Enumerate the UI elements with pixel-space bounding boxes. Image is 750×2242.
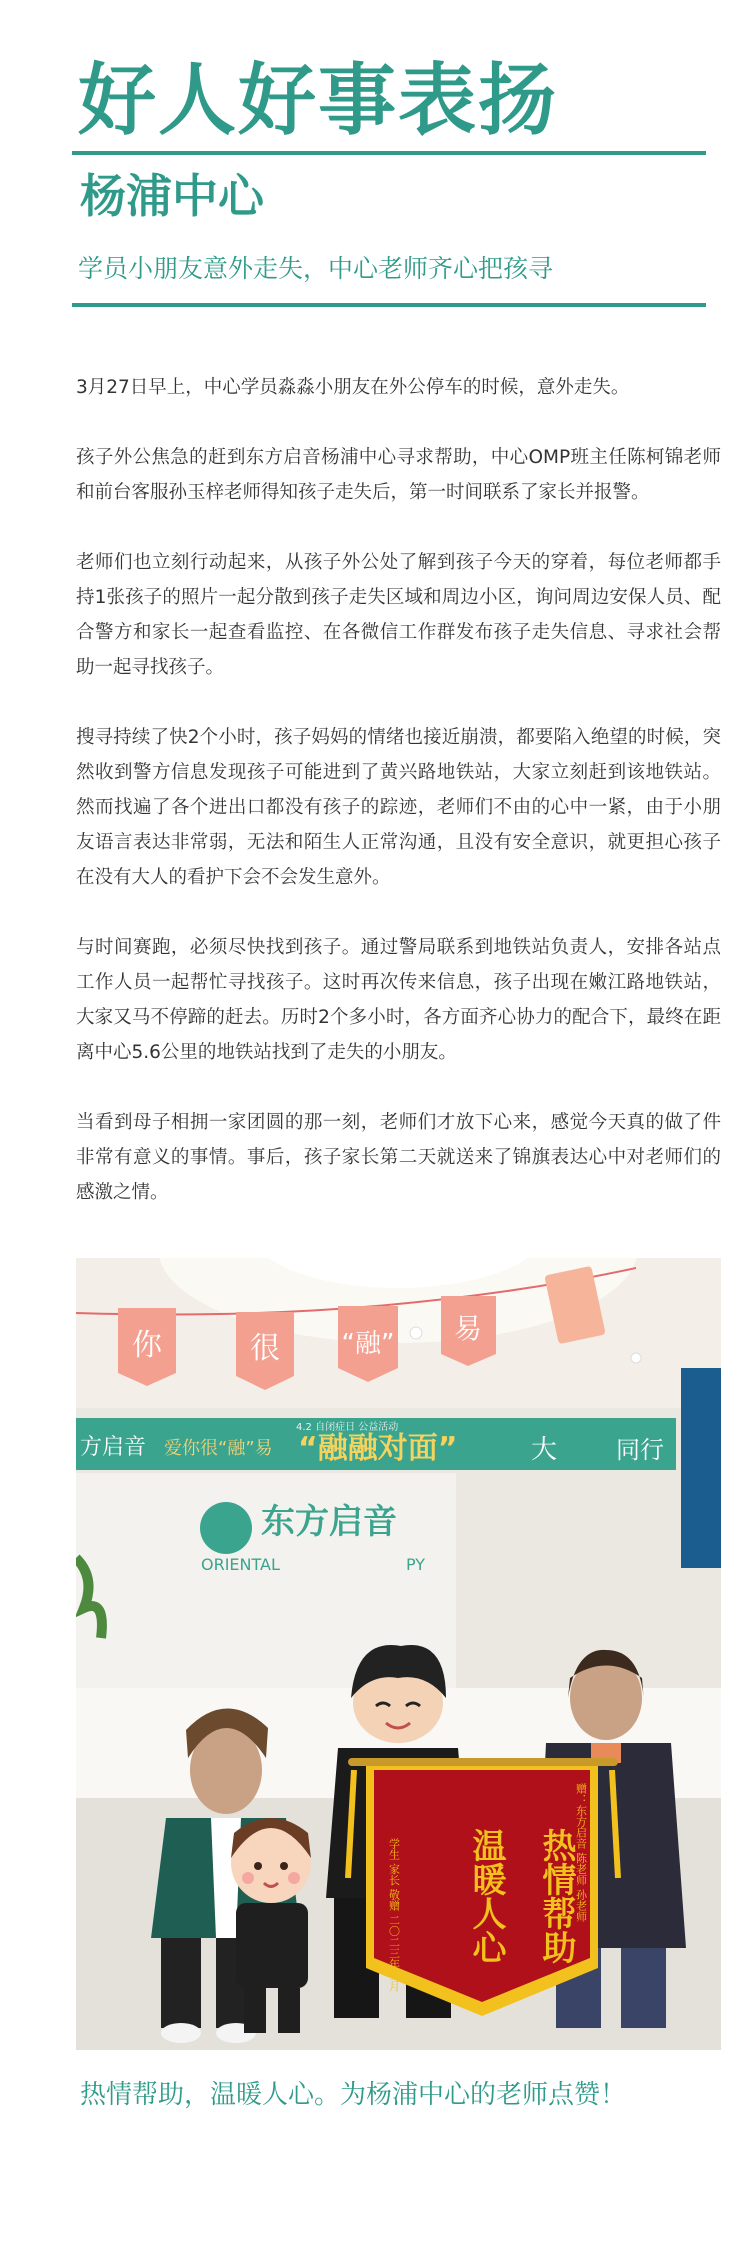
banner-from: 学生 家长 敬赠 二〇二三年三月 xyxy=(387,1838,401,1992)
spotlight xyxy=(631,1353,641,1363)
headline-divider xyxy=(72,303,706,307)
photo-caption: 热情帮助，温暖人心。为杨浦中心的老师点赞！ xyxy=(80,2080,627,2110)
center-name: 杨浦中心 xyxy=(80,169,264,223)
banner-donor: 赠：东方启音 陈老师 孙老师 xyxy=(574,1783,588,1922)
brand-logo-text: 东方启音 xyxy=(261,1502,397,1542)
paragraph: 3月27日早上，中心学员淼淼小朋友在外公停车的时候，意外走失。 xyxy=(76,377,630,398)
pennant xyxy=(338,1306,398,1382)
paragraph: 当看到母子相拥一家团圆的那一刻，老师们才放下心来，感觉今天真的做了件非常有意义的事情。事后，孩子家长第二天就送来了锦旗表达心中对老师们的感激之情。 xyxy=(76,1112,721,1203)
wall-text: 大 xyxy=(531,1435,558,1465)
article-body xyxy=(76,370,721,1245)
banner-rod xyxy=(348,1758,618,1766)
wall-event: 4.2 自闭症日 公益活动 xyxy=(296,1422,399,1433)
article-headline: 学员小朋友意外走失，中心老师齐心把孩寻 xyxy=(78,254,554,283)
tv-screen xyxy=(681,1368,721,1568)
paragraph: 孩子外公焦急的赶到东方启音杨浦中心寻求帮助，中心OMP班主任陈柯锦老师和前台客服孙玉梓老师得知孩子走失后，第一时间联系了家长并报警。 xyxy=(76,447,721,503)
pennant xyxy=(118,1308,176,1386)
wall-text: 同行 xyxy=(616,1436,664,1464)
wall-text: 爱你很“融”易 xyxy=(164,1438,273,1459)
paragraph: 与时间赛跑，必须尽快找到孩子。通过警局联系到地铁站负责人，安排各站点工作人员一起帮忙寻找孩子。这时再次传来信息，孩子出现在嫩江路地铁站，大家又马不停蹄的赶去。历时2个多小时，各方面齐心协力的配合下，最终在距离中心5.6公里的地铁站找到了走失的小朋友。 xyxy=(76,937,721,1063)
pennant-text: “融” xyxy=(341,1329,395,1359)
paragraph: 老师们也立刻行动起来，从孩子外公处了解到孩子今天的穿着，每位老师都手持1张孩子的照片一起分散到孩子走失区域和周边小区，询问周边安保人员、配合警方和家长一起查看监控、在各微信工作群发布孩子走失信息、寻求社会帮助一起寻找孩子。 xyxy=(76,552,721,678)
banner-text-main: 热情帮助 xyxy=(536,1828,576,1964)
banner-text-main: 温暖人心 xyxy=(466,1828,506,1964)
wall-text: 方启音 xyxy=(80,1435,147,1460)
pennant xyxy=(441,1296,496,1366)
pennant-text: 你 xyxy=(132,1328,162,1363)
spotlight xyxy=(410,1327,422,1339)
pennant-text: 易 xyxy=(453,1312,483,1345)
paragraph: 搜寻持续了快2个小时，孩子妈妈的情绪也接近崩溃，都要陷入绝望的时候，突然收到警方信息发现孩子可能进到了黄兴路地铁站，大家立刻赶到该地铁站。然而找遍了各个进出口都没有孩子的踪迹，老师们不由的心中一紧，由于小朋友语言表达非常弱，无法和陌生人正常沟通，且没有安全意识，就更担心孩子在没有大人的看护下会不会发生意外。 xyxy=(76,727,721,888)
page-title: 好人好事表扬 xyxy=(78,56,559,146)
pennant-text: 很 xyxy=(250,1331,280,1366)
pennant xyxy=(236,1312,294,1390)
banner-presentation-photo xyxy=(76,1258,721,2050)
title-divider xyxy=(72,151,706,155)
brand-logo-sub: PY xyxy=(406,1555,426,1574)
brand-logo-icon xyxy=(200,1502,252,1554)
photo-illustration xyxy=(76,1258,721,2050)
brand-logo-sub: ORIENTAL xyxy=(201,1555,280,1574)
wall-text: “融融对面” xyxy=(298,1431,458,1466)
